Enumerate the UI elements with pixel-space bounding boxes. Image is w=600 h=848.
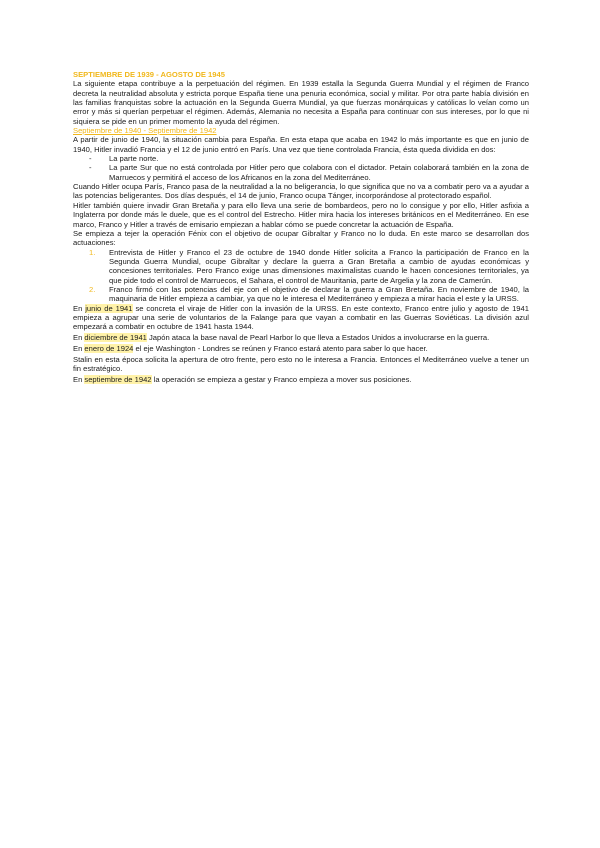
list-item-text: Franco firmó con las potencias del eje con el objetivo de declarar la guerra a Gran Bretaña. En noviembre de 1940, la maquinaria de Hitler empieza a cambiar, ya que no le interesa el Mediterráneo y empieza a mirar hacia el este y la URSS. <box>109 284 529 304</box>
section-subtitle: Septiembre de 1940 - Septiembre de 1942 <box>73 126 217 136</box>
highlighted-date: enero de 1924 <box>84 343 134 353</box>
list-item-text: Entrevista de Hitler y Franco el 23 de octubre de 1940 donde Hitler solicita a Franco la participación de Franco en la Segunda Guerra Mundial, ocupe Gibraltar y declare la guerra a Gran Bretaña a cambio de ayudas económicas y concesiones territoriales. Pero Franco exige unas dimensiones maximalistas cuando le hacen concesiones territoriales, ya que pide todo el control de Marruecos, el Sahara, el control de Mauritania, parte de Argelia y la zona de Camerún. <box>109 247 529 285</box>
list-item <box>89 285 529 304</box>
list-number: 1. <box>89 247 96 257</box>
paragraph-stalin: Stalin en esta época solicita la apertura de otro frente, pero esto no le interesa a Francia. Entonces el Mediterráneo vuelve a tener un fin estratégico. <box>73 354 529 374</box>
paragraph-septiembre-1942: En septiembre de 1942 la operación se empieza a gestar y Franco empieza a mover sus posiciones. <box>73 375 412 384</box>
highlighted-date: septiembre de 1942 <box>84 375 152 384</box>
france-division-list <box>73 154 529 182</box>
intro-paragraph: La siguiente etapa contribuye a la perpetuación del régimen. En 1939 estalla la Segunda Guerra Mundial y el régimen de Franco decreta la neutralidad absoluta y estricta porque España tiene una penuria económica, social y militar. Por otra parte había división en las familias franquistas sobre la actuación en la Segunda Guerra Mundial, ya que fuerzas monárquicas y católicas lo veían como un error y más si querían perpetuar el régimen. Además, Alemania no necesita a España para continuar con sus intereses, por lo que ni siquiera se pide en un primer momento la ayuda del régimen. <box>73 79 529 126</box>
list-item <box>89 248 529 285</box>
paragraph-gran-bretana: Hitler también quiere invadir Gran Bretaña y para ello lleva una serie de bombardeos, pero no lo consigue y por ello, Hitler asfixia a Inglaterra por donde más le duele, que es el control del Estrecho. Hitler mira hacia los intereses británicos en el Mediterráneo. En ese marco, Franco y Hitler a través de emisario empiezan a hablar cómo se puede concretar la actuación de España. <box>73 200 529 229</box>
paragraph-june-1940: A partir de junio de 1940, la situación cambia para España. En esta etapa que acaba en 1942 lo más importante es que en junio de 1940, Hitler invadió Francia y el 12 de junio entró en París. Una vez que tiene controlada Francia, ésta queda dividida en dos: <box>73 135 529 154</box>
actuaciones-list <box>73 248 529 304</box>
list-item: - La parte norte. <box>89 154 529 163</box>
paragraph-enero-1924: En enero de 1924 el eje Washington - Londres se reúnen y Franco estará atento para saber lo que hacer. <box>73 343 428 353</box>
paragraph-junio-1941: En junio de 1941 se concreta el viraje de Hitler con la invasión de la URSS. En este contexto, Franco entre julio y agosto de 1941 empieza a agrupar una serie de voluntarios de la Falange para que vayan a combatir en las Guerras Soviéticas. La división azul empezará a combatir en octubre de 1941 hasta 1944. <box>73 303 529 332</box>
highlighted-date: diciembre de 1941 <box>84 333 147 343</box>
document-page <box>73 70 529 384</box>
highlighted-date: junio de 1941 <box>85 303 133 313</box>
list-item: - La parte Sur que no está controlada por Hitler pero que colabora con el dictador. Petain colaborará también en la zona de Marruecos y permitirá el acceso de los Africanos en la zona del Mediterráneo. <box>89 163 529 182</box>
paragraph-no-beligerancia: Cuando Hitler ocupa París, Franco pasa de la neutralidad a la no beligerancia, lo que significa que no va a combatir pero va a ayudar a las potencias beligerantes. Dos días después, el 14 de junio, Franco ocupa Tánger, incorporándose al protectorado español. <box>73 182 529 201</box>
paragraph-operacion-fenix: Se empieza a tejer la operación Fénix con el objetivo de ocupar Gibraltar y Franco no lo duda. En este marco se desarrollan dos actuaciones: <box>73 228 529 248</box>
list-number: 2. <box>89 284 96 294</box>
paragraph-diciembre-1941: En diciembre de 1941 Japón ataca la base naval de Pearl Harbor lo que lleva a Estados Unidos a involucrarse en la guerra. <box>73 333 490 343</box>
document-title: SEPTIEMBRE DE 1939 - AGOSTO DE 1945 <box>73 70 225 79</box>
